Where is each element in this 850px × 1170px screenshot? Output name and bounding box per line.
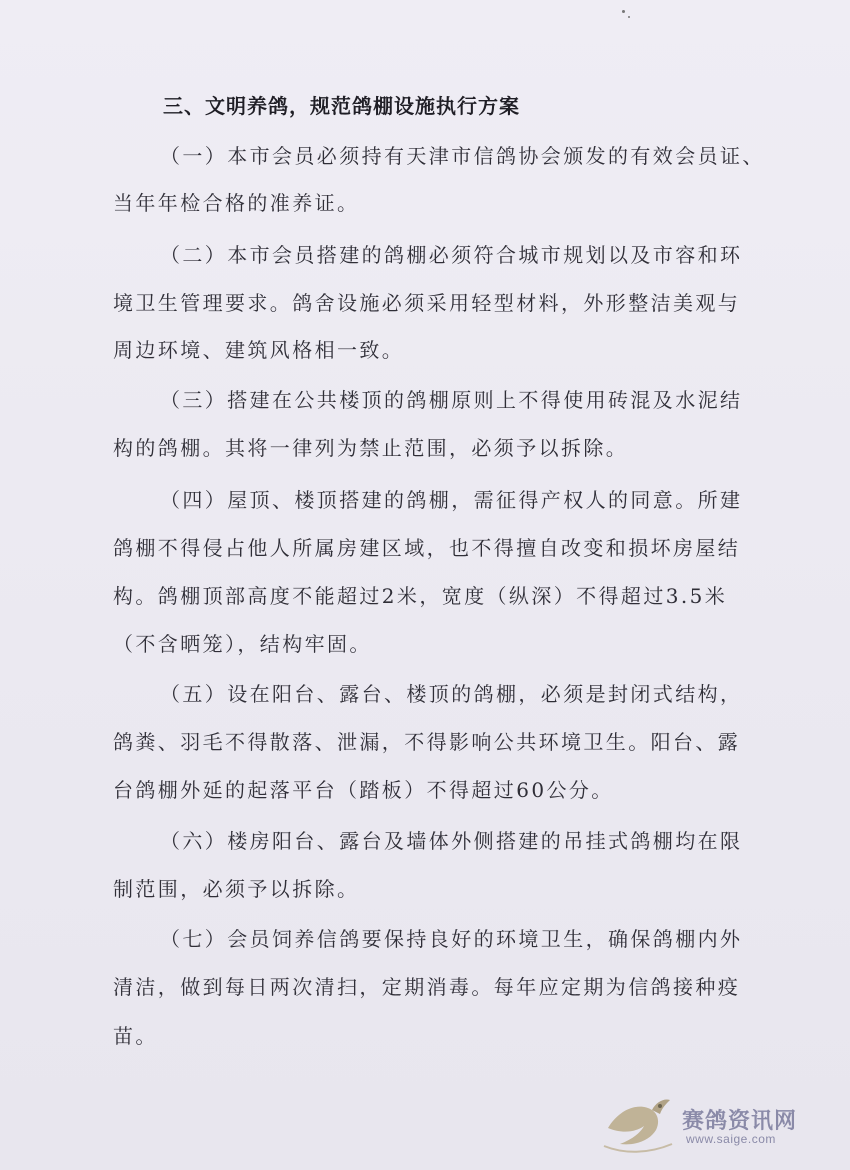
paragraph-line: 周边环境、建筑风格相一致。 xyxy=(113,338,405,362)
paragraph-line: （五）设在阳台、露台、楼顶的鸽棚，必须是封闭式结构， xyxy=(160,682,743,706)
paragraph-line: （不含晒笼），结构牢固。 xyxy=(113,632,372,656)
paragraph-line: （四）屋顶、楼顶搭建的鸽棚，需征得产权人的同意。所建 xyxy=(160,488,743,512)
paper-speck xyxy=(628,16,630,18)
paragraph-line: 清洁，做到每日两次清扫，定期消毒。每年应定期为信鸽接种疫 xyxy=(113,975,741,999)
paragraph-line: 当年年检合格的准养证。 xyxy=(113,191,360,215)
paper-speck xyxy=(622,10,625,13)
watermark-site-name: 赛鸽资讯网 xyxy=(682,1109,798,1134)
watermark-url: www.saige.com xyxy=(686,1132,776,1146)
section-heading: 三、文明养鸽，规范鸽棚设施执行方案 xyxy=(163,94,520,118)
pigeon-logo-icon xyxy=(600,1088,680,1158)
site-watermark xyxy=(600,1088,830,1158)
paragraph-line: 境卫生管理要求。鸽舍设施必须采用轻型材料，外形整洁美观与 xyxy=(113,291,741,315)
paragraph-line: 鸽棚不得侵占他人所属房建区域，也不得擅自改变和损坏房屋结 xyxy=(113,536,741,560)
paragraph-line: （三）搭建在公共楼顶的鸽棚原则上不得使用砖混及水泥结 xyxy=(160,388,743,412)
paragraph-line: 构的鸽棚。其将一律列为禁止范围，必须予以拆除。 xyxy=(113,436,629,460)
paragraph-line: （二）本市会员搭建的鸽棚必须符合城市规划以及市容和环 xyxy=(160,243,743,267)
paragraph-line: （六）楼房阳台、露台及墙体外侧搭建的吊挂式鸽棚均在限 xyxy=(160,829,743,853)
paragraph-line: 鸽粪、羽毛不得散落、泄漏，不得影响公共环境卫生。阳台、露 xyxy=(113,730,741,754)
paragraph-line: 苗。 xyxy=(113,1024,158,1048)
paragraph-line: 构。鸽棚顶部高度不能超过2米，宽度（纵深）不得超过3.5米 xyxy=(113,584,728,608)
paragraph-line: （一）本市会员必须持有天津市信鸽协会颁发的有效会员证、 xyxy=(160,144,765,168)
paragraph-line: 制范围，必须予以拆除。 xyxy=(113,877,360,901)
paragraph-line: （七）会员饲养信鸽要保持良好的环境卫生，确保鸽棚内外 xyxy=(160,927,743,951)
paragraph-line: 台鸽棚外延的起落平台（踏板）不得超过60公分。 xyxy=(113,778,614,802)
